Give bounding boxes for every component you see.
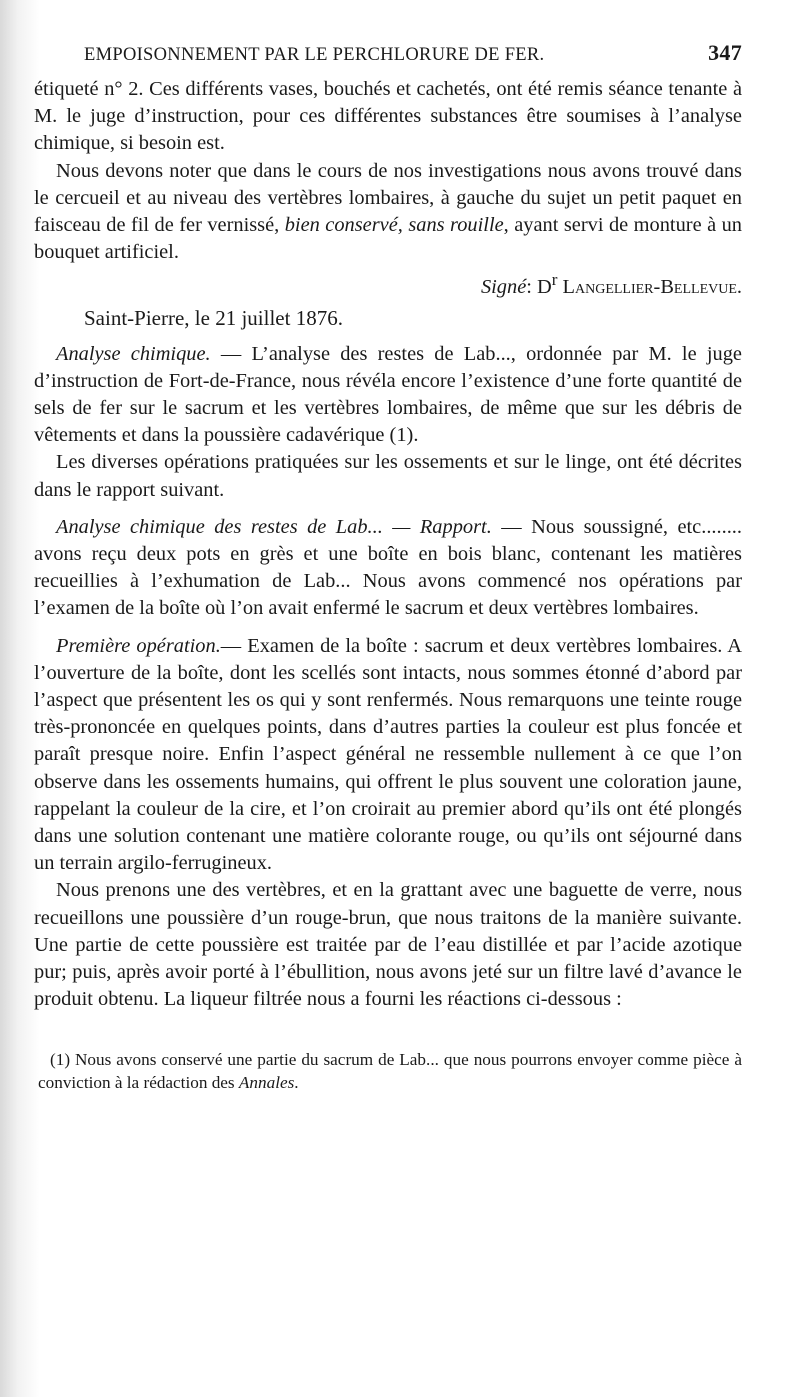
paragraph-premiere-operation	[34, 633, 742, 878]
section-title-rapport: Analyse chimique des restes de Lab... — Rapport.	[56, 515, 492, 538]
paragraph-2	[34, 158, 742, 267]
running-title: EMPOISONNEMENT PAR LE PERCHLORURE DE FER.	[84, 45, 545, 65]
signature-line	[34, 266, 742, 301]
page-number: 347	[708, 40, 742, 65]
paragraph-2-text-b: , ayant servi de monture à un bouquet artificiel.	[34, 214, 742, 264]
signature-separator: : D	[526, 276, 552, 299]
paragraph-5-text: — Nous soussigné, etc........ avons reçu deux pots en grès et une boîte en bois blanc, contenant les matières recueillies à l’exhumation de Lab... Nous avons commencé nos opérations par l’examen de la boîte où l’on avait enfermé le sacrum et deux vertèbres lombaires.	[34, 515, 742, 620]
paragraph-7: Nous prenons une des vertèbres, et en la grattant avec une baguette de verre, nous recueillons une poussière d’un rouge-brun, que nous traitons de la manière suivante. Une partie de cette poussière est traitée par de l’eau distillée et par l’acide azotique pur; puis, après avoir porté à l’ébullition, nous avons jeté sur un filtre lavé d’avance le produit obtenu. La liqueur filtrée nous a fourni les réactions ci-dessous :	[34, 879, 742, 1011]
section-title-premiere-operation: Première opération.	[56, 634, 221, 657]
footnote	[34, 1048, 742, 1094]
footnote-text-b: .	[294, 1072, 299, 1092]
footnote-text-a: (1) Nous avons conservé une partie du sacrum de Lab... que nous pourrons envoyer comme pièce à conviction à la rédaction des	[38, 1049, 742, 1092]
paragraph-2-emphasis: bien conservé, sans rouille	[284, 214, 504, 237]
footnote-1	[38, 1048, 742, 1094]
paragraph-6-text: — Examen de la boîte : sacrum et deux vertèbres lombaires. A l’ouverture de la boîte, dont les scellés sont intacts, nous sommes étonné d’abord par l’aspect que présentent les os qui y sont renfermés. Nous remarquons une teinte rouge très-prononcée en quelques points, dans d’autres parties la couleur est plus foncée et paraît presque noire. Enfin l’aspect général ne ressemble nullement à ce que l’on observe dans les ossements humains, qui offrent le plus souvent une coloration jaune, rappelant la couleur de la cire, et l’on croirait au premier abord qu’ils ont été plongés dans une solution contenant une matière colorante rouge, ou qu’ils ont séjourné dans un terrain argilo-ferrugineux.	[34, 634, 742, 875]
signature-superscript: r	[551, 270, 558, 290]
paragraph-1: étiqueté n° 2. Ces différents vases, bouchés et cachetés, ont été remis séance tenante à M. le juge d’instruction, pour ces différentes substances être soumises à l’analyse chimique, si besoin est.	[34, 78, 742, 155]
paragraph-rapport	[34, 514, 742, 623]
footnote-emphasis: Annales	[238, 1072, 295, 1092]
section-title-analyse: Analyse chimique.	[56, 342, 211, 365]
body-text	[34, 76, 742, 1014]
paragraph-analyse-chimique	[34, 341, 742, 450]
paragraph-3-text: — L’analyse des restes de Lab..., ordonnée par M. le juge d’instruction de Fort-de-France, nous révéla encore l’existence d’une forte quantité de sels de fer sur le sacrum et les vertèbres lombaires, de même que sur les débris de vêtements et dans la poussière cadavérique (1).	[34, 342, 742, 447]
running-header	[34, 40, 742, 66]
paragraph-2-text-a: Nous devons noter que dans le cours de nos investigations nous avons trouvé dans le cercueil et au niveau des vertèbres lombaires, à gauche du sujet un petit paquet en faisceau de fil de fer vernissé,	[34, 159, 742, 237]
paragraph-4: Les diverses opérations pratiquées sur les ossements et sur le linge, ont été décrites dans le rapport suivant.	[34, 451, 742, 501]
signature-name: Langellier-Bellevue.	[562, 276, 742, 299]
signature-label: Signé	[480, 276, 527, 299]
date-line: Saint-Pierre, le 21 juillet 1876.	[84, 306, 343, 331]
